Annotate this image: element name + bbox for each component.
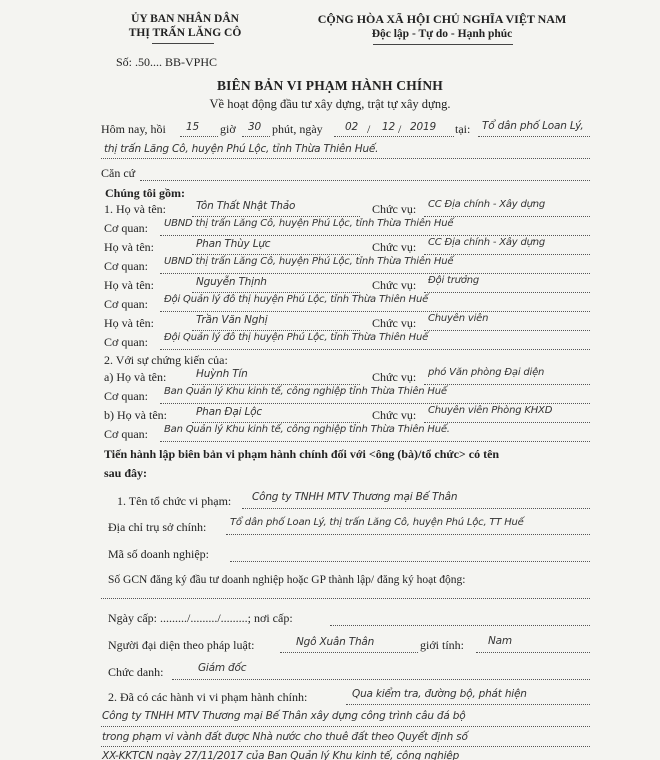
witness-org-dots xyxy=(160,403,590,404)
member-org-value: Đội Quản lý đô thị huyện Phú Lộc, tỉnh Thừa Thiên Huế xyxy=(164,294,429,305)
can-cu-label: Căn cứ xyxy=(101,166,136,180)
place-dots-2 xyxy=(101,158,590,159)
document-title: BIÊN BẢN VI PHẠM HÀNH CHÍNH xyxy=(216,78,444,93)
can-cu-dots xyxy=(140,180,590,181)
day-value: 02 xyxy=(345,121,358,133)
hour-value: 15 xyxy=(186,121,199,133)
witness-org-value: Ban Quản lý Khu kinh tế, công nghiệp tỉnh Thừa Thiên Huế xyxy=(164,386,447,397)
date-line xyxy=(101,122,166,137)
member-name-label: Họ và tên: xyxy=(104,278,154,292)
witness-position-label: Chức vụ: xyxy=(372,408,417,422)
tax-code-label: Mã số doanh nghiệp: xyxy=(108,547,209,561)
org-name-value: Công ty TNHH MTV Thương mại Bế Thân xyxy=(252,491,458,503)
date-slash-2: / xyxy=(398,122,402,136)
proceed-line-2: sau đây: xyxy=(104,466,148,480)
violation-text-2: Công ty TNHH MTV Thương mại Bế Thân xây dựng công trình câu đá bộ xyxy=(102,710,466,722)
members-heading: Chúng tôi gồm: xyxy=(105,186,186,200)
position-value: Giám đốc xyxy=(198,662,247,674)
nation-header xyxy=(272,12,612,42)
witness-position-label: Chức vụ: xyxy=(372,370,417,384)
member-name-value: Phan Thùy Lực xyxy=(196,238,271,250)
member-name-dots xyxy=(192,330,360,331)
year-value: 2019 xyxy=(410,121,436,133)
witness-name-value: Huỳnh Tín xyxy=(196,368,248,380)
violation-text-3: trong phạm vi vành đất được Nhà nước cho thuê đất theo Quyết định số xyxy=(102,731,468,743)
member-name-label: Họ và tên: xyxy=(104,240,154,254)
nation-line-2: Độc lập - Tự do - Hạnh phúc xyxy=(371,28,513,40)
agency-line-1: ỦY BAN NHÂN DÂN xyxy=(131,13,239,25)
member-position-value: CC Địa chính - Xây dựng xyxy=(428,237,546,248)
member-position-dots xyxy=(424,254,590,255)
witness-name-label: b) Họ và tên: xyxy=(104,408,167,422)
member-name-value: Nguyễn Thịnh xyxy=(196,276,267,288)
witness-org-label: Cơ quan: xyxy=(104,427,149,441)
witness-org-label: Cơ quan: xyxy=(104,389,149,403)
member-org-dots xyxy=(160,311,590,312)
hour-label: giờ xyxy=(220,122,236,136)
member-name-label: Họ và tên: xyxy=(104,316,154,330)
witness-org-dots xyxy=(160,441,590,442)
member-org-dots xyxy=(160,273,590,274)
member-org-label: Cơ quan: xyxy=(104,221,149,235)
agency-header xyxy=(100,12,270,40)
place-line-1: Tổ dân phố Loan Lý, xyxy=(482,120,584,132)
witness-org-value: Ban Quản lý Khu kinh tế, công nghiệp tỉnh Thừa Thiên Huế. xyxy=(164,424,450,435)
org-addr-dots xyxy=(226,534,590,535)
gender-value: Nam xyxy=(488,635,512,647)
member-org-value: Đội Quản lý đô thị huyện Phú Lộc, tỉnh Thừa Thiên Huế xyxy=(164,332,429,343)
witness-heading: 2. Với sự chứng kiến của: xyxy=(104,353,228,367)
issue-label: Ngày cấp: ........./........./.........; nơi cấp: xyxy=(108,611,293,625)
violation-label: 2. Đã có các hành vi vi phạm hành chính: xyxy=(108,690,308,704)
member-name-dots xyxy=(192,254,360,255)
member-position-dots xyxy=(424,330,590,331)
witness-name-label: a) Họ và tên: xyxy=(104,370,167,384)
gender-label: giới tính: xyxy=(420,638,465,652)
member-name-dots xyxy=(192,292,360,293)
tax-code-dots xyxy=(230,561,590,562)
member-position-dots xyxy=(424,216,590,217)
member-org-label: Cơ quan: xyxy=(104,335,149,349)
position-dots xyxy=(172,679,590,680)
member-position-value: CC Địa chính - Xây dựng xyxy=(428,199,546,210)
org-name-label: 1. Tên tổ chức vi phạm: xyxy=(117,494,232,508)
witness-name-value: Phan Đại Lộc xyxy=(196,406,262,418)
violation-dots-3 xyxy=(101,746,590,747)
agency-line-2: THỊ TRẤN LĂNG CÔ xyxy=(128,27,242,39)
org-addr-value: Tổ dân phố Loan Lý, thị trấn Lăng Cô, huyện Phú Lộc, TT Huế xyxy=(230,517,524,528)
gender-dots xyxy=(476,652,590,653)
minute-dots xyxy=(242,136,270,137)
member-org-value: UBND thị trấn Lăng Cô, huyện Phú Lộc, tỉnh Thừa Thiên Huế xyxy=(164,256,454,267)
member-position-label: Chức vụ: xyxy=(372,278,417,292)
member-position-label: Chức vụ: xyxy=(372,240,417,254)
member-position-value: Đội trưởng xyxy=(428,275,479,286)
witness-name-dots xyxy=(192,422,360,423)
violation-text-4: XX-KKTCN ngày 27/11/2017 của Ban Quản lý Khu kinh tế, công nghiệp xyxy=(102,750,460,760)
witness-name-dots xyxy=(192,384,360,385)
member-org-label: Cơ quan: xyxy=(104,297,149,311)
gcn-label: Số GCN đăng ký đầu tư doanh nghiệp hoặc GP thành lập/ đăng ký hoạt động: xyxy=(108,574,466,586)
document-number: Số: .50.... BB-VPHC xyxy=(116,55,218,69)
proceed-line-1: Tiến hành lập biên bản vi phạm hành chính đối với <ông (bà)/tổ chức> có tên xyxy=(104,447,500,461)
member-name-value: Trần Văn Nghị xyxy=(196,314,268,326)
member-name-value: Tôn Thất Nhật Thảo xyxy=(196,200,296,212)
member-org-value: UBND thị trấn Lăng Cô, huyện Phú Lộc, tỉnh Thừa Thiên Huế xyxy=(164,218,454,229)
violation-text-1: Qua kiểm tra, đường bộ, phát hiện xyxy=(352,688,527,700)
org-addr-label: Địa chỉ trụ sở chính: xyxy=(108,520,207,534)
position-label: Chức danh: xyxy=(108,665,164,679)
nation-underline xyxy=(373,44,513,45)
place-line-2: thị trấn Lăng Cô, huyện Phú Lộc, tỉnh Thừa Thiên Huế. xyxy=(104,143,379,155)
nation-line-1: CỘNG HÒA XÃ HỘI CHỦ NGHĨA VIỆT NAM xyxy=(317,12,567,26)
member-name-dots xyxy=(192,216,360,217)
member-position-label: Chức vụ: xyxy=(372,316,417,330)
member-name-label: 1. Họ và tên: xyxy=(104,202,166,216)
rep-dots xyxy=(280,652,418,653)
violation-dots-2 xyxy=(101,726,590,727)
witness-position-value: Chuyên viên Phòng KHXD xyxy=(428,405,553,416)
member-org-dots xyxy=(160,235,590,236)
issue-place-dots xyxy=(330,625,590,626)
witness-position-dots xyxy=(424,422,590,423)
minute-value: 30 xyxy=(248,121,261,133)
witness-position-dots xyxy=(424,384,590,385)
date-label-time: Hôm nay, hồi xyxy=(101,122,166,136)
member-position-label: Chức vụ: xyxy=(372,202,417,216)
member-position-value: Chuyên viên xyxy=(428,313,489,324)
member-position-dots xyxy=(424,292,590,293)
witness-position-value: phó Văn phòng Đại diện xyxy=(428,367,545,378)
rep-label: Người đại diện theo pháp luật: xyxy=(108,638,255,652)
member-org-label: Cơ quan: xyxy=(104,259,149,273)
place-label: tại: xyxy=(455,122,471,136)
org-name-dots xyxy=(242,508,590,509)
rep-value: Ngô Xuân Thân xyxy=(296,636,375,648)
hour-dots xyxy=(180,136,218,137)
month-value: 12 xyxy=(382,121,395,133)
minute-label: phút, ngày xyxy=(272,122,323,136)
place-dots-1 xyxy=(478,136,590,137)
agency-underline xyxy=(152,43,214,44)
date-slash-1: / xyxy=(367,122,371,136)
date-dots xyxy=(334,136,454,137)
document-subtitle: Về hoạt động đầu tư xây dựng, trật tự xây dựng. xyxy=(209,97,451,111)
gcn-dots xyxy=(101,598,590,599)
member-org-dots xyxy=(160,349,590,350)
violation-dots-1 xyxy=(346,704,590,705)
